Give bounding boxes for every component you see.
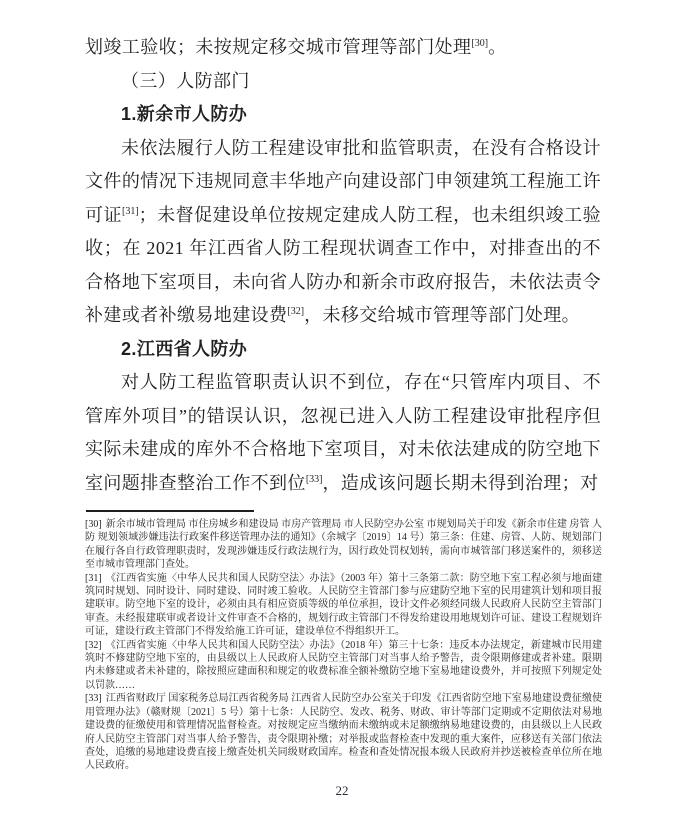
footnote-32 xyxy=(85,639,602,693)
subsection-heading-xinyu: 1.新余市人防办 xyxy=(121,104,248,124)
footnote-ref-32: [32] xyxy=(287,306,305,317)
footnote-separator xyxy=(86,510,254,512)
paragraph-xinyu xyxy=(85,132,601,333)
footnote-ref-30: [30] xyxy=(471,38,489,49)
body-text xyxy=(85,31,601,500)
footnote-number: [33] xyxy=(85,693,102,705)
footnote-text: 新余市城市管理局 市住房城乡和建设局 市房产管理局 市人民防空办公室 市规划局关于印发《新余市住建 房管 人防 规划领域涉嫌违法行政案件移送管理办法的通知》（余城字〔2019〕14 号）第三条：住建、房管、人防、规划部门在履行各自行政管理职责时，发现涉嫌违反行政法规行为，因行政处罚权划转，需向市城管部门移送案件的，须移送至市城市管理部门查处。 xyxy=(85,519,602,571)
section-heading: （三）人防部门 xyxy=(121,70,250,91)
footnote-number: [31] xyxy=(85,572,102,584)
footnote-ref-33: [33] xyxy=(305,473,323,485)
footnote-number: [32] xyxy=(85,639,102,651)
footnotes xyxy=(85,518,602,773)
footnote-30 xyxy=(85,518,602,572)
footnote-33 xyxy=(85,692,602,772)
footnote-number: [30] xyxy=(85,519,102,530)
paragraph-text: ，未移交给城市管理等部门处理。 xyxy=(304,305,581,325)
footnote-text: 江西省财政厅 国家税务总局江西省税务局 江西省人民防空办公室关于印发《江西省防空地下室易地建设费征缴使用管理办法》（赣财规〔2021〕5 号）第十七条：人民防空、发改、税务、财政、审计等部门定期或不定期依法对易地建设费的征缴使用和管理情况监督检查。对按规定应当缴纳而未缴纳或未足额缴纳易地建设费的，由县级以上人民政府人民防空主管部门对当事人给予警告，责令限期补缴；对举报或监督检查中发现的重大案件，应移送有关部门依法查处，追缴的易地建设费直接上缴查处机关同级财政国库。检查和查处情况报本级人民政府并抄送被检查单位所在地人民政府。 xyxy=(85,693,602,772)
footnote-text: 《江西省实施〈中华人民共和国人民防空法〉办法》（2018 年）第三十七条：违反本办法规定，新建城市民用建筑时不修建防空地下室的，由县级以上人民政府人民防空主管部门对当事人给予警告，责令限期修建或者补建。限期内未修建或者未补建的，除按照应建面积和规定的收费标准全额补缴防空地下室易地建设费外，并可按照下列规定处以罚款…… xyxy=(85,639,602,691)
footnote-text: 《江西省实施〈中华人民共和国人民防空法〉办法》（2003 年）第十三条第二款：防空地下室工程必须与地面建筑同时规划、同时设计、同时建设、同时竣工验收。人民防空主管部门参与应建防空地下室的民用建筑计划和项目报建联审。防空地下室的设计，必须由具有相应资质等级的单位承担，设计文件必须经同级人民政府人民防空主管部门审查。未经报建联审或者设计文件审查不合格的，规划行政主管部门不得发给建设用地规划许可证、建设工程规划许可证，建设行政主管部门不得发给施工许可证，建设单位不得组织开工。 xyxy=(85,572,602,638)
paragraph-text: 。 xyxy=(488,37,507,57)
page-number: 22 xyxy=(335,783,349,798)
subsection-heading-jiangxi: 2.江西省人防办 xyxy=(121,338,248,359)
paragraph-text: 对人防工程监管职责认识不到位，存在“只管库内项目、不管库外项目”的错误认识，忽视已进入人防工程建设审批程序但实际未建成的库外不合格地下室项目，对未依法建成的防空地下室问题排查整治工作不到位 xyxy=(85,372,601,493)
paragraph-text: 未依法履行人防工程建设审批和监管职责，在没有合格设计文件的情况下违规同意丰华地产向建设部门申领建筑工程施工许可证 xyxy=(85,137,601,225)
footnote-31 xyxy=(85,572,602,639)
paragraph-text: 划竣工验收；未按规定移交城市管理等部门处理 xyxy=(85,37,472,57)
paragraph-text: ，造成该问题长期未得到治理；对 xyxy=(322,472,599,493)
footnote-ref-31: [31] xyxy=(122,205,139,217)
paragraph-jiangxi xyxy=(85,366,601,500)
paragraph-text: ；未督促建设单位按规定建成人防工程，也未组织竣工验收；在 2021 年江西省人防工程现状调查工作中，对排查出的不合格地下室项目，未向省人防办和新余市政府报告，未依法责令补建或者补缴易地建设费 xyxy=(85,204,601,325)
paragraph-continuation xyxy=(85,31,601,65)
